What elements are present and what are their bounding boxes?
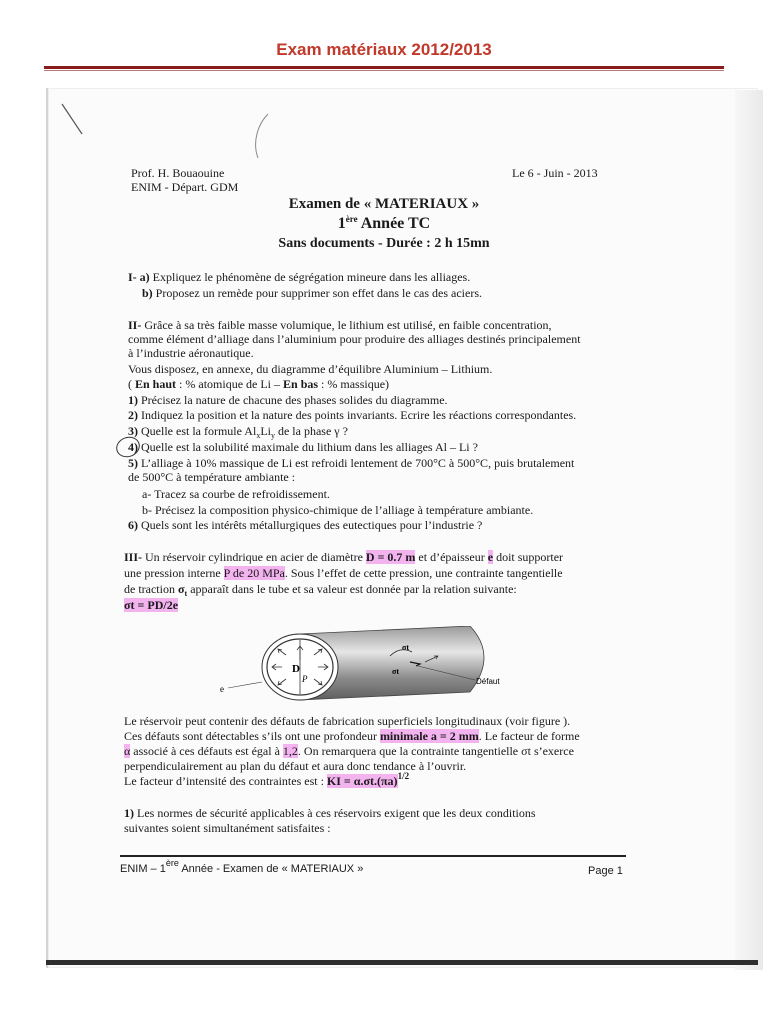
professor-name: Prof. H. Bouaouine (131, 166, 225, 180)
question-2-2: 2) Indiquez la position et la nature des points invariants. Ecrire les réactions correspondantes. (128, 408, 577, 422)
page-title: Exam matériaux 2012/2013 (276, 40, 492, 59)
label-d: D (292, 663, 300, 675)
label-sigma-top: σt (402, 643, 410, 652)
section-2-line2: comme élément d’alliage dans l’aluminium pour produire des alliages destinés principalement (128, 332, 581, 346)
page-number: Page 1 (588, 865, 623, 877)
exam-title: Examen de « MATERIAUX » (288, 196, 480, 212)
label-defaut: Défaut (476, 677, 500, 686)
section-4-line3: α associé à ces défauts est égal à 1,2. On remarquera que la contrainte tangentielle σt s’exerce (124, 744, 574, 758)
section-2-line3: à l’industrie aéronautique. (128, 346, 254, 360)
department: ENIM - Départ. GDM (131, 180, 239, 194)
section-4-line2: Ces défauts sont détectables s’ils ont une profondeur minimale a = 2 mm. Le facteur de forme (124, 729, 580, 743)
question-2-4: 4) Quelle est la solubilité maximale du lithium dans les alliages Al – Li ? (128, 440, 478, 454)
question-2-5-line2: de 500°C à température ambiante : (128, 470, 296, 484)
title-rule (44, 66, 724, 69)
section-4-line5: Le facteur d’intensité des contraintes est : KI = $\alpha.\sigma t.(\pi a)^{1/2}$ (124, 771, 410, 788)
exam-year: 1ère Année TC (337, 214, 431, 232)
question-2-5: 5) L’alliage à 10% massique de Li est refroidi lentement de 700°C à 500°C, puis brutalement (128, 456, 575, 470)
question-2-6: 6) Quels sont les intérêts métallurgiques des eutectiques pour l’industrie ? (128, 518, 483, 532)
title-rule-thin (44, 70, 724, 71)
section-3-line1: III- Un réservoir cylindrique en acier de diamètre D = 0.7 m et d’épaisseur e doit supporter (124, 550, 564, 564)
label-p: P (302, 674, 308, 684)
section-3-line2: une pression interne P de 20 MPa. Sous l’effet de cette pression, une contrainte tangentielle (124, 566, 563, 580)
question-1b: b) Proposez un remède pour supprimer son effet dans le cas des aciers. (142, 286, 483, 300)
footer-left: ENIM – 1ère Année - Examen de « MATERIAUX » (120, 858, 364, 875)
question-2-5a: a- Tracez sa courbe de refroidissement. (142, 487, 330, 501)
tank-figure (220, 626, 540, 706)
label-sigma-mid: σt (392, 667, 400, 676)
section-2-line4: Vous disposez, en annexe, du diagramme d’équilibre Aluminium – Lithium. (128, 362, 493, 376)
question-2-5b: b- Précisez la composition physico-chimique de l’alliage à température ambiante. (142, 503, 534, 517)
stress-formula: σt = PD/2e (124, 598, 179, 612)
section-3-line3: de traction $\sigma_t$ apparaît dans le tube et sa valeur est donnée par la relation suivante: (124, 582, 517, 598)
section-4-line4: perpendiculairement au plan du défaut et aura donc tendance à l’ouvrir. (124, 759, 467, 773)
pencil-curve-icon (248, 112, 278, 162)
section-4-line1: Le réservoir peut contenir des défauts de fabrication superficiels longitudinaux (voir figure ). (124, 714, 571, 728)
pencil-stroke-icon (60, 100, 90, 140)
exam-conditions: Sans documents - Durée : 2 h 15mn (278, 236, 490, 251)
exam-date: Le 6 - Juin - 2013 (512, 166, 598, 180)
footer-rule (120, 855, 626, 857)
question-1a: I- a) Expliquez le phénomène de ségrégation mineure dans les alliages. (128, 270, 471, 284)
label-e: e (220, 684, 224, 694)
question-2-3: 3) Quelle est la formule $Al_xLi_y$ de la phase γ ? (128, 424, 348, 440)
section-4-question-1-line2: suivantes soient simultanément satisfaites : (124, 821, 331, 835)
section-2-intro: II- Grâce à sa très faible masse volumique, le lithium est utilisé, en faible concentration, (128, 318, 552, 332)
scan-bottom-edge (46, 960, 758, 965)
section-4-question-1: 1) Les normes de sécurité applicables à ces réservoirs exigent que les deux conditions (124, 806, 536, 820)
question-2-1: 1) Précisez la nature de chacune des phases solides du diagramme. (128, 393, 448, 407)
section-2-line5: ( En haut : % atomique de Li – En bas : % massique) (128, 377, 390, 391)
